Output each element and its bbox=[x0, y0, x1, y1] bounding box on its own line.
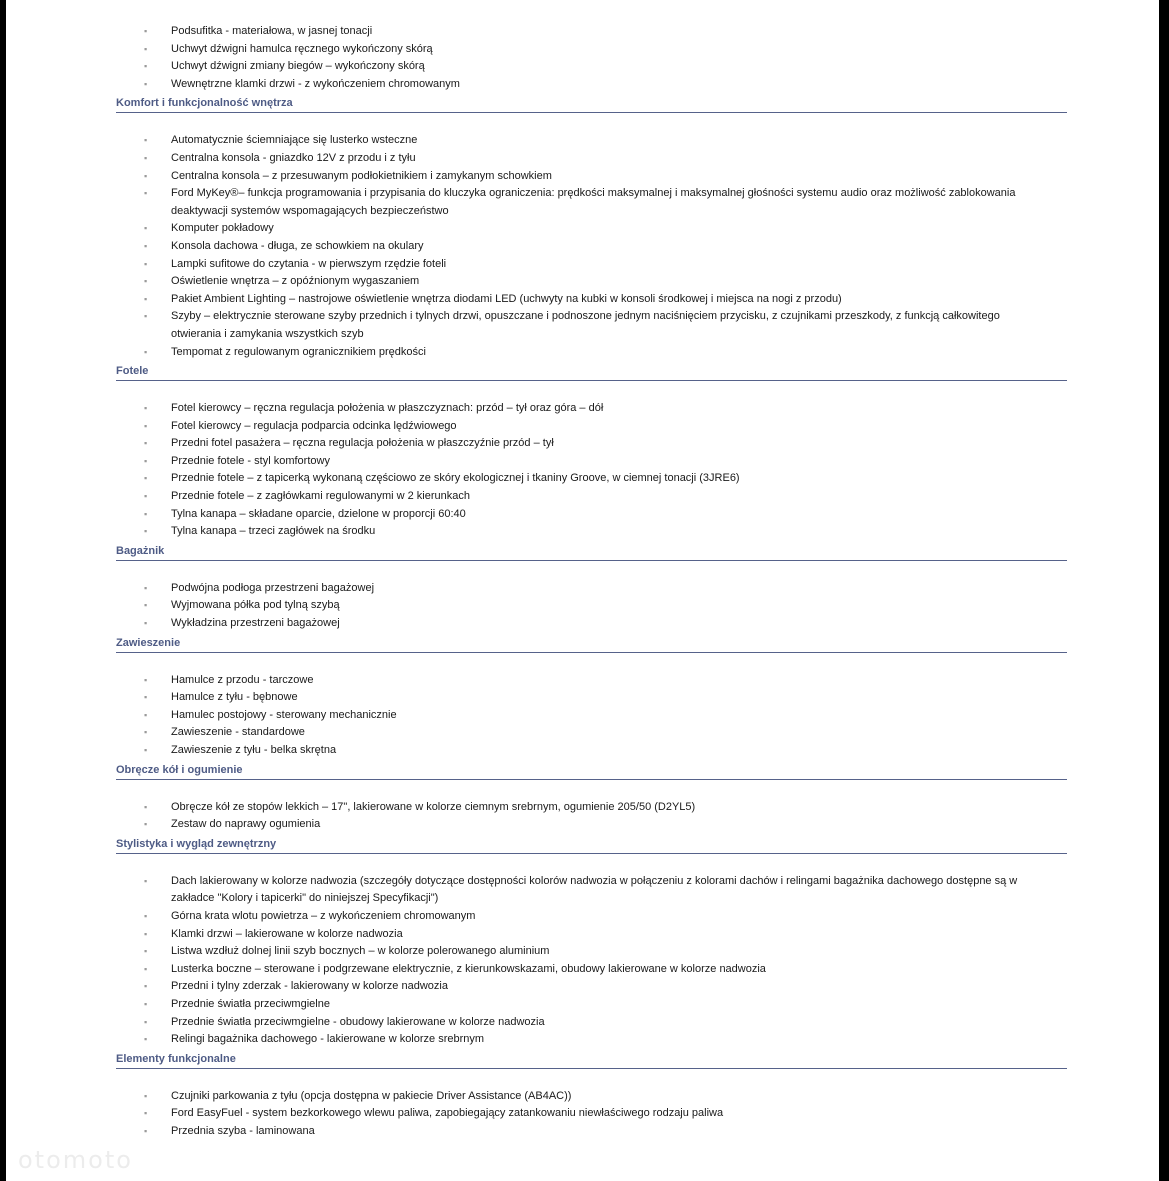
list-item-text: Zestaw do naprawy ogumienia bbox=[171, 818, 321, 831]
list-item bbox=[6, 961, 1159, 979]
bullet-icon: ▪ bbox=[144, 963, 148, 974]
bullet-icon: ▪ bbox=[144, 26, 148, 36]
list-item bbox=[6, 707, 1159, 725]
bullet-icon: ▪ bbox=[144, 188, 148, 199]
bullet-icon: ▪ bbox=[144, 61, 148, 72]
list-item bbox=[6, 185, 1159, 220]
watermark: otomoto bbox=[18, 1146, 133, 1174]
list-item-text: Zawieszenie z tyłu - belka skrętna bbox=[171, 744, 337, 756]
bullet-icon: ▪ bbox=[144, 928, 148, 939]
list-item bbox=[6, 943, 1159, 961]
bullet-icon: ▪ bbox=[144, 709, 148, 720]
section-list bbox=[6, 873, 1159, 1049]
list-item bbox=[6, 344, 1159, 362]
list-item bbox=[6, 1031, 1159, 1049]
bullet-icon: ▪ bbox=[144, 420, 148, 431]
list-item bbox=[6, 41, 1159, 59]
section-heading: Fotele bbox=[116, 364, 1067, 381]
list-item bbox=[6, 742, 1159, 760]
list-item bbox=[6, 816, 1159, 834]
list-item-text: Podwójna podłoga przestrzeni bagażowej bbox=[171, 581, 375, 594]
list-item-text: Wyjmowana półka pod tylną szybą bbox=[171, 599, 340, 612]
bullet-icon: ▪ bbox=[144, 692, 148, 703]
list-item-text: Pakiet Ambient Lighting – nastrojowe oświetlenie wnętrza diodami LED (uchwyty na kubki w konsoli środkowej i miejsca na nogi z przodu) bbox=[171, 292, 842, 305]
list-item bbox=[6, 168, 1159, 186]
list-item bbox=[6, 926, 1159, 944]
bullet-icon: ▪ bbox=[144, 801, 148, 812]
bullet-icon: ▪ bbox=[144, 875, 148, 886]
bullet-icon: ▪ bbox=[144, 508, 148, 519]
list-item-text: Hamulec postojowy - sterowany mechanicznie bbox=[171, 708, 397, 721]
list-item-text: Przednie fotele - styl komfortowy bbox=[171, 454, 330, 467]
bullet-icon: ▪ bbox=[144, 223, 148, 234]
list-item bbox=[6, 400, 1159, 418]
list-item-text: Przedni fotel pasażera – ręczna regulacja położenia w płaszczyźnie przód – tył bbox=[171, 437, 554, 450]
list-item-text: Konsola dachowa - długa, ze schowkiem na okulary bbox=[171, 239, 424, 252]
bullet-icon: ▪ bbox=[144, 455, 148, 466]
bullet-icon: ▪ bbox=[144, 43, 148, 54]
document-page bbox=[6, 0, 1159, 1181]
section-heading: Obręcze kół i ogumienie bbox=[116, 763, 1067, 780]
bullet-icon: ▪ bbox=[144, 946, 148, 957]
list-item-text: Lampki sufitowe do czytania - w pierwszym rzędzie foteli bbox=[171, 257, 447, 270]
list-item-text: Przednie fotele – z tapicerką wykonaną częściowo ze skóry ekologicznej i tkaniny Groove, w ciemnej tonacji (3JRE6) bbox=[171, 472, 740, 485]
bullet-icon: ▪ bbox=[144, 618, 148, 629]
list-item bbox=[6, 689, 1159, 707]
list-item-text: Fotel kierowcy – regulacja podparcia odcinka lędźwiowego bbox=[171, 419, 457, 432]
list-item bbox=[6, 873, 1159, 908]
list-item-text: Czujniki parkowania z tyłu (opcja dostępna w pakiecie Driver Assistance (AB4AC)) bbox=[171, 1089, 572, 1102]
list-item bbox=[6, 996, 1159, 1014]
bullet-icon: ▪ bbox=[144, 998, 148, 1009]
list-item bbox=[6, 23, 1159, 41]
list-item bbox=[6, 470, 1159, 488]
bullet-icon: ▪ bbox=[144, 582, 148, 593]
bullet-icon: ▪ bbox=[144, 1125, 148, 1136]
list-item bbox=[6, 435, 1159, 453]
list-item bbox=[6, 488, 1159, 506]
list-item-text: Klamki drzwi – lakierowane w kolorze nadwozia bbox=[171, 927, 403, 940]
list-item bbox=[6, 58, 1159, 76]
bullet-icon: ▪ bbox=[144, 600, 148, 611]
bullet-icon: ▪ bbox=[144, 346, 148, 357]
list-item bbox=[6, 523, 1159, 541]
section-heading: Bagażnik bbox=[116, 544, 1067, 561]
bullet-icon: ▪ bbox=[144, 1034, 148, 1045]
section-list bbox=[6, 132, 1159, 361]
list-item bbox=[6, 220, 1159, 238]
list-item-text: Centralna konsola – z przesuwanym podłokietnikiem i zamykanym schowkiem bbox=[171, 169, 552, 182]
list-item-text: Uchwyt dźwigni hamulca ręcznego wykończony skórą bbox=[171, 42, 433, 55]
list-item bbox=[6, 799, 1159, 817]
list-item bbox=[6, 580, 1159, 598]
list-item-text: Przednie światła przeciwmgielne - obudowy lakierowane w kolorze nadwozia bbox=[171, 1015, 545, 1028]
list-item-text: Górna krata wlotu powietrza – z wykończeniem chromowanym bbox=[171, 909, 476, 922]
document-content bbox=[6, 23, 1159, 1141]
list-item-text: Obręcze kół ze stopów lekkich – 17", lakierowane w kolorze ciemnym srebrnym, ogumienie 205/50 (D2YL5) bbox=[171, 800, 696, 813]
list-item-text: Dach lakierowany w kolorze nadwozia (szczegóły dotyczące dostępności kolorów nadwozia w połączeniu z kolorami dachów i relingami bagażnika dachowego dostępne są w zakładce "Kolory i tapicerki" do niniejszej Specyfikacji") bbox=[171, 874, 1018, 905]
bullet-icon: ▪ bbox=[144, 276, 148, 287]
section-heading: Komfort i funkcjonalność wnętrza bbox=[116, 96, 1067, 113]
list-item bbox=[6, 1088, 1159, 1106]
list-item-text: Komputer pokładowy bbox=[171, 222, 274, 235]
intro-list bbox=[6, 23, 1159, 93]
bullet-icon: ▪ bbox=[144, 78, 148, 89]
list-item-text: Hamulce z przodu - tarczowe bbox=[171, 673, 314, 686]
bullet-icon: ▪ bbox=[144, 311, 148, 322]
list-item bbox=[6, 615, 1159, 633]
list-item-text: Tempomat z regulowanym ogranicznikiem prędkości bbox=[171, 345, 426, 358]
bullet-icon: ▪ bbox=[144, 1090, 148, 1101]
list-item-text: Przednie fotele – z zagłówkami regulowanymi w 2 kierunkach bbox=[171, 490, 470, 503]
bullet-icon: ▪ bbox=[144, 981, 148, 992]
bullet-icon: ▪ bbox=[144, 438, 148, 449]
bullet-icon: ▪ bbox=[144, 403, 148, 414]
list-item-text: Tylna kanapa – trzeci zagłówek na środku bbox=[171, 525, 376, 538]
bullet-icon: ▪ bbox=[144, 152, 148, 163]
list-item-text: Oświetlenie wnętrza – z opóźnionym wygaszaniem bbox=[171, 275, 420, 288]
list-item bbox=[6, 150, 1159, 168]
list-item-text: Uchwyt dźwigni zmiany biegów – wykończony skórą bbox=[171, 60, 425, 73]
list-item bbox=[6, 132, 1159, 150]
list-item-text: Przedni i tylny zderzak - lakierowany w kolorze nadwozia bbox=[171, 980, 448, 993]
section-list bbox=[6, 400, 1159, 541]
bullet-icon: ▪ bbox=[144, 491, 148, 502]
list-item-text: Tylna kanapa – składane oparcie, dzielone w proporcji 60:40 bbox=[171, 507, 466, 520]
list-item-text: Ford EasyFuel - system bezkorkowego wlewu paliwa, zapobiegający zatankowaniu niewłaściwego rodzaju paliwa bbox=[171, 1107, 724, 1120]
section-heading: Elementy funkcjonalne bbox=[116, 1052, 1067, 1069]
bullet-icon: ▪ bbox=[144, 240, 148, 251]
list-item-text: Wykładzina przestrzeni bagażowej bbox=[171, 617, 340, 630]
list-item bbox=[6, 76, 1159, 94]
section-list bbox=[6, 580, 1159, 633]
list-item-text: Hamulce z tyłu - bębnowe bbox=[171, 691, 298, 704]
bullet-icon: ▪ bbox=[144, 1016, 148, 1027]
list-item bbox=[6, 291, 1159, 309]
bullet-icon: ▪ bbox=[144, 1108, 148, 1119]
list-item-text: Listwa wzdłuż dolnej linii szyb bocznych – w kolorze polerowanego aluminium bbox=[171, 945, 550, 958]
bullet-icon: ▪ bbox=[144, 745, 148, 755]
list-item-text: Ford MyKey®– funkcja programowania i przypisania do kluczyka ograniczenia: prędkości maksymalnej i maksymalnej głośności systemu audio oraz możliwość zablokowania deaktywacji systemów wspomagających bezpieczeństwo bbox=[171, 187, 1016, 217]
list-item bbox=[6, 1014, 1159, 1032]
bullet-icon: ▪ bbox=[144, 727, 148, 738]
list-item bbox=[6, 978, 1159, 996]
bullet-icon: ▪ bbox=[144, 135, 148, 146]
list-item bbox=[6, 1105, 1159, 1123]
list-item bbox=[6, 506, 1159, 524]
list-item-text: Lusterka boczne – sterowane i podgrzewane elektrycznie, z kierunkowskazami, obudowy lakierowane w kolorze nadwozia bbox=[171, 962, 766, 975]
bullet-icon: ▪ bbox=[144, 258, 148, 269]
list-item bbox=[6, 672, 1159, 690]
list-item-text: Fotel kierowcy – ręczna regulacja położenia w płaszczyznach: przód – tył oraz góra – dół bbox=[171, 402, 604, 415]
list-item bbox=[6, 724, 1159, 742]
section-list bbox=[6, 672, 1159, 760]
bullet-icon: ▪ bbox=[144, 819, 148, 830]
list-item-text: Podsufitka - materiałowa, w jasnej tonacji bbox=[171, 25, 373, 37]
list-item bbox=[6, 308, 1159, 343]
section-heading: Stylistyka i wygląd zewnętrzny bbox=[116, 837, 1067, 854]
list-item-text: Przednia szyba - laminowana bbox=[171, 1124, 315, 1137]
bullet-icon: ▪ bbox=[144, 910, 148, 921]
bullet-icon: ▪ bbox=[144, 293, 148, 304]
bullet-icon: ▪ bbox=[144, 674, 148, 685]
list-item bbox=[6, 453, 1159, 471]
list-item bbox=[6, 256, 1159, 274]
section-heading: Zawieszenie bbox=[116, 636, 1067, 653]
list-item bbox=[6, 597, 1159, 615]
list-item bbox=[6, 908, 1159, 926]
list-item-text: Przednie światła przeciwmgielne bbox=[171, 997, 330, 1010]
list-item-text: Szyby – elektrycznie sterowane szyby przednich i tylnych drzwi, opuszczane i podnoszone jednym naciśnięciem przycisku, z czujnikami przeszkody, z funkcją całkowitego otwierania i zamykania wszystkich szyb bbox=[171, 310, 1000, 340]
list-item bbox=[6, 1123, 1159, 1141]
list-item bbox=[6, 273, 1159, 291]
section-list bbox=[6, 1088, 1159, 1141]
list-item-text: Centralna konsola - gniazdko 12V z przodu i z tyłu bbox=[171, 151, 416, 164]
bullet-icon: ▪ bbox=[144, 473, 148, 484]
list-item-text: Automatycznie ściemniające się lusterko wsteczne bbox=[171, 134, 418, 147]
section-list bbox=[6, 799, 1159, 834]
list-item-text: Relingi bagażnika dachowego - lakierowane w kolorze srebrnym bbox=[171, 1033, 485, 1046]
list-item bbox=[6, 418, 1159, 436]
bullet-icon: ▪ bbox=[144, 526, 148, 537]
bullet-icon: ▪ bbox=[144, 170, 148, 181]
list-item bbox=[6, 238, 1159, 256]
list-item-text: Wewnętrzne klamki drzwi - z wykończeniem chromowanym bbox=[171, 77, 460, 90]
list-item-text: Zawieszenie - standardowe bbox=[171, 726, 305, 739]
